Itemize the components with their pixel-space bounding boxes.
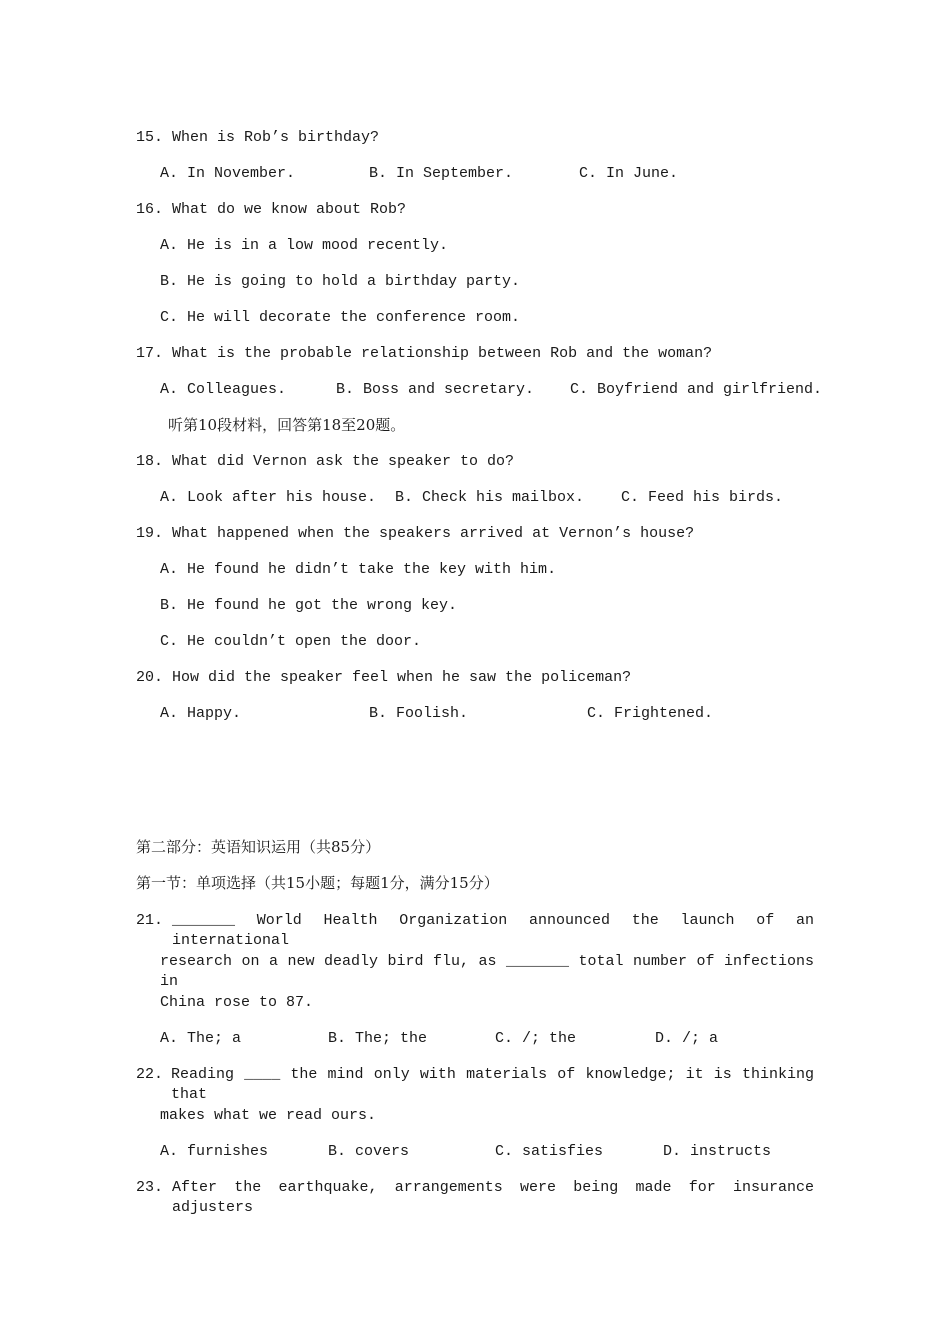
q18-option-c: C. Feed his birds. [621, 489, 784, 506]
question-16-stem: 16. What do we know about Rob? [136, 201, 407, 218]
question-20-stem: 20. How did the speaker feel when he saw the policeman? [136, 669, 632, 686]
q17-option-b: B. Boss and secretary. [336, 381, 535, 398]
q15-option-b: B. In September. [369, 165, 514, 182]
q15-option-a: A. In November. [160, 165, 296, 182]
q20-option-b: B. Foolish. [369, 705, 469, 722]
q20-option-c: C. Frightened. [587, 705, 714, 722]
q19-option-a: A. He found he didn’t take the key with him. [160, 561, 557, 578]
q16-option-b: B. He is going to hold a birthday party. [160, 273, 521, 290]
q20-option-a: A. Happy. [160, 705, 242, 722]
question-22-line-2: makes what we read ours. [160, 1107, 377, 1124]
q16-option-a: A. He is in a low mood recently. [160, 237, 449, 254]
q21-option-a: A. The; a [160, 1030, 242, 1047]
part-2-title: 第二部分：英语知识运用（共85分） [136, 838, 381, 856]
question-21-line-1: _______ World Health Organization announced the launch of an international [172, 912, 814, 949]
q21-option-d: D. /; a [655, 1030, 719, 1047]
question-22-number: 22. [136, 1066, 164, 1083]
q17-option-a: A. Colleagues. [160, 381, 287, 398]
question-19-stem: 19. What happened when the speakers arrived at Vernon’s house? [136, 525, 695, 542]
question-15-stem: 15. When is Rob’s birthday? [136, 129, 380, 146]
question-22-line-1: Reading ____ the mind only with materials of knowledge; it is thinking that [171, 1066, 814, 1103]
q22-option-c: C. satisfies [495, 1143, 604, 1160]
q21-option-b: B. The; the [328, 1030, 428, 1047]
question-17-stem: 17. What is the probable relationship between Rob and the woman? [136, 345, 713, 362]
question-23-number: 23. [136, 1179, 164, 1196]
q21-option-c: C. /; the [495, 1030, 577, 1047]
q15-option-c: C. In June. [579, 165, 679, 182]
q18-option-a: A. Look after his house. [160, 489, 377, 506]
question-21-line-2: research on a new deadly bird flu, as _______ total number of infections in [160, 953, 814, 990]
q22-option-b: B. covers [328, 1143, 410, 1160]
q22-option-a: A. furnishes [160, 1143, 269, 1160]
question-18-stem: 18. What did Vernon ask the speaker to do? [136, 453, 515, 470]
q22-option-d: D. instructs [663, 1143, 772, 1160]
q17-option-c: C. Boyfriend and girlfriend. [570, 381, 823, 398]
section-10-instruction: 听第10段材料，回答第18至20题。 [168, 416, 406, 434]
section-1-title: 第一节：单项选择（共15小题；每题1分，满分15分） [136, 874, 499, 892]
question-21-line-3: China rose to 87. [160, 994, 314, 1011]
q19-option-b: B. He found he got the wrong key. [160, 597, 458, 614]
question-21-number: 21. [136, 912, 164, 929]
q18-option-b: B. Check his mailbox. [395, 489, 585, 506]
q19-option-c: C. He couldn’t open the door. [160, 633, 422, 650]
q16-option-c: C. He will decorate the conference room. [160, 309, 521, 326]
question-23-line-1: After the earthquake, arrangements were being made for insurance adjusters [172, 1179, 814, 1216]
